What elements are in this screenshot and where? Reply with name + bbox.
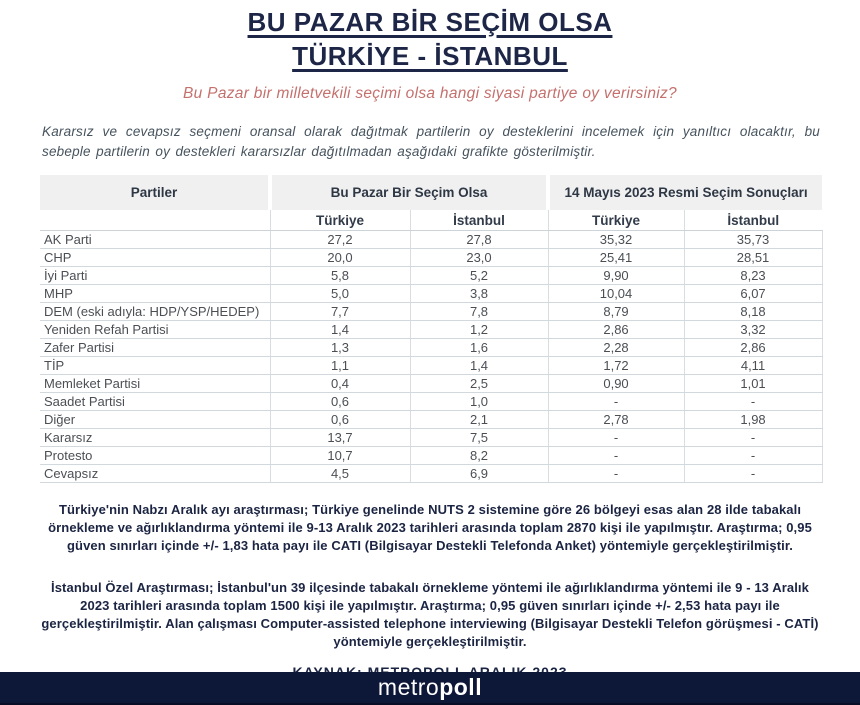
value-cell: 2,86 — [684, 339, 822, 357]
value-cell: 9,90 — [548, 267, 684, 285]
value-cell: 8,18 — [684, 303, 822, 321]
table-row — [40, 465, 822, 483]
sub-header-istanbul-official: İstanbul — [684, 210, 822, 231]
party-name-cell: Saadet Partisi — [40, 393, 270, 411]
party-name-cell: Diğer — [40, 411, 270, 429]
results-table-body — [40, 231, 822, 483]
value-cell: 7,8 — [410, 303, 548, 321]
logo-text-poll: poll — [439, 674, 483, 700]
footnote-istanbul-methodology: İstanbul Özel Araştırması; İstanbul'un 39 ilçesinde tabakalı örnekleme yöntemi ile ağırlıklandırma yöntemi ile 9 - 13 Aralık 2023 tarihleri arasında toplam 1500 kişi ile yapılmıştır. Araştırma; 0,95 güven sınırları içinde +/- 2,53 hata payı ile gerçekleştirilmiştir. Alan çalışması Computer-assisted telephone interviewing (Bilgisayar Destekli Telefon görüşmesi - CATİ) yöntemiyle gerçekleştirilmiştir. — [41, 580, 819, 649]
survey-question-subtitle: Bu Pazar bir milletvekili seçimi olsa hangi siyasi partiye oy verirsiniz? — [183, 85, 677, 103]
value-cell: 0,90 — [548, 375, 684, 393]
value-cell: - — [684, 465, 822, 483]
value-cell: 2,78 — [548, 411, 684, 429]
value-cell: 13,7 — [270, 429, 410, 447]
value-cell: 10,04 — [548, 285, 684, 303]
table-row — [40, 339, 822, 357]
page-title — [0, 0, 860, 72]
value-cell: 2,28 — [548, 339, 684, 357]
value-cell: 35,73 — [684, 231, 822, 249]
value-cell: 4,5 — [270, 465, 410, 483]
value-cell: - — [548, 447, 684, 465]
methodology-intro-paragraph: Kararsız ve cevapsız seçmeni oransal olarak dağıtmak partilerin oy desteklerini incelemek için yanıltıcı olacaktır, bu sebeple partilerin oy destekleri kararsızlar dağıtılmadan aşağıdaki grafikte gösterilmiştir. — [42, 124, 820, 159]
value-cell: 5,8 — [270, 267, 410, 285]
column-group-official-results: 14 Mayıs 2023 Resmi Seçim Sonuçları — [548, 175, 822, 210]
party-name-cell: DEM (eski adıyla: HDP/YSP/HEDEP) — [40, 303, 270, 321]
party-name-cell: CHP — [40, 249, 270, 267]
value-cell: 1,0 — [410, 393, 548, 411]
value-cell: 4,11 — [684, 357, 822, 375]
title-line-2: TÜRKİYE - İSTANBUL — [292, 40, 568, 71]
table-row — [40, 447, 822, 465]
value-cell: 1,2 — [410, 321, 548, 339]
table-row — [40, 375, 822, 393]
value-cell: 1,1 — [270, 357, 410, 375]
value-cell: 5,0 — [270, 285, 410, 303]
value-cell: 5,2 — [410, 267, 548, 285]
column-header-partiler: Partiler — [40, 175, 270, 210]
table-row — [40, 231, 822, 249]
value-cell: 7,5 — [410, 429, 548, 447]
table-row — [40, 285, 822, 303]
value-cell: 1,98 — [684, 411, 822, 429]
value-cell: 2,1 — [410, 411, 548, 429]
value-cell: 6,9 — [410, 465, 548, 483]
value-cell: 1,72 — [548, 357, 684, 375]
sub-header-istanbul-poll: İstanbul — [410, 210, 548, 231]
logo-text-metro: metro — [377, 674, 440, 700]
metropoll-logo — [378, 676, 482, 699]
value-cell: 8,23 — [684, 267, 822, 285]
table-row — [40, 249, 822, 267]
table-row — [40, 267, 822, 285]
value-cell: - — [548, 429, 684, 447]
value-cell: 25,41 — [548, 249, 684, 267]
value-cell: - — [548, 393, 684, 411]
value-cell: 0,6 — [270, 411, 410, 429]
table-group-header-row — [40, 175, 822, 210]
value-cell: - — [684, 429, 822, 447]
table-row — [40, 357, 822, 375]
table-row — [40, 411, 822, 429]
value-cell: 6,07 — [684, 285, 822, 303]
value-cell: 0,6 — [270, 393, 410, 411]
sub-header-turkiye-official: Türkiye — [548, 210, 684, 231]
sub-header-empty — [40, 210, 270, 231]
table-sub-header-row — [40, 210, 822, 231]
value-cell: - — [684, 393, 822, 411]
table-row — [40, 321, 822, 339]
value-cell: 3,8 — [410, 285, 548, 303]
value-cell: 10,7 — [270, 447, 410, 465]
value-cell: 27,8 — [410, 231, 548, 249]
table-row — [40, 303, 822, 321]
party-name-cell: Zafer Partisi — [40, 339, 270, 357]
party-name-cell: İyi Parti — [40, 267, 270, 285]
party-name-cell: Protesto — [40, 447, 270, 465]
party-name-cell: Cevapsız — [40, 465, 270, 483]
value-cell: 2,5 — [410, 375, 548, 393]
party-name-cell: TİP — [40, 357, 270, 375]
value-cell: - — [684, 447, 822, 465]
value-cell: 23,0 — [410, 249, 548, 267]
party-name-cell: MHP — [40, 285, 270, 303]
value-cell: 7,7 — [270, 303, 410, 321]
party-name-cell: Yeniden Refah Partisi — [40, 321, 270, 339]
footnote-turkiye-methodology: Türkiye'nin Nabzı Aralık ayı araştırması; Türkiye genelinde NUTS 2 sistemine göre 26 bölgeyi esas alan 28 ilde tabakalı örnekleme ve ağırlıklandırma yöntemi ile 9-13 Aralık 2023 tarihleri arasında toplam 2870 kişi ile yapılmıştır. Araştırma; 0,95 güven sınırları içinde +/- 1,83 hata payı ile CATI (Bilgisayar Destekli Telefonda Anket) yöntemiyle gerçekleştirilmiştir. — [48, 502, 812, 554]
table-row — [40, 393, 822, 411]
value-cell: 3,32 — [684, 321, 822, 339]
value-cell: 1,4 — [410, 357, 548, 375]
value-cell: 28,51 — [684, 249, 822, 267]
value-cell: 35,32 — [548, 231, 684, 249]
value-cell: 8,2 — [410, 447, 548, 465]
value-cell: 1,3 — [270, 339, 410, 357]
party-name-cell: Kararsız — [40, 429, 270, 447]
column-group-poll: Bu Pazar Bir Seçim Olsa — [270, 175, 548, 210]
value-cell: 1,4 — [270, 321, 410, 339]
value-cell: - — [548, 465, 684, 483]
party-name-cell: Memleket Partisi — [40, 375, 270, 393]
value-cell: 20,0 — [270, 249, 410, 267]
value-cell: 1,6 — [410, 339, 548, 357]
title-line-1: BU PAZAR BİR SEÇİM OLSA — [247, 7, 613, 37]
value-cell: 2,86 — [548, 321, 684, 339]
value-cell: 1,01 — [684, 375, 822, 393]
value-cell: 8,79 — [548, 303, 684, 321]
table-row — [40, 429, 822, 447]
brand-bar — [0, 672, 860, 705]
value-cell: 0,4 — [270, 375, 410, 393]
poll-results-table — [40, 175, 823, 484]
value-cell: 27,2 — [270, 231, 410, 249]
party-name-cell: AK Parti — [40, 231, 270, 249]
sub-header-turkiye-poll: Türkiye — [270, 210, 410, 231]
